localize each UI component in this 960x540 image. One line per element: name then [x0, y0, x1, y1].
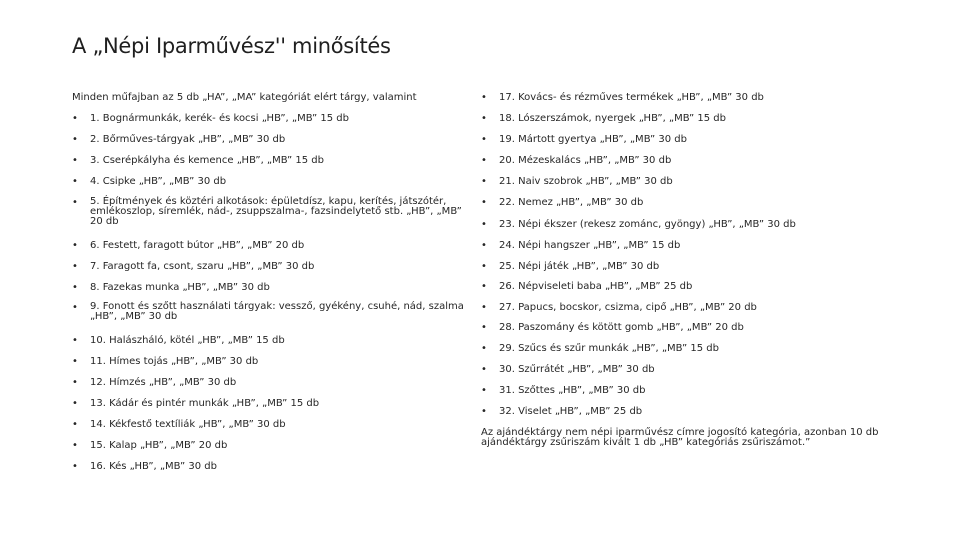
- bullet: •: [481, 281, 487, 292]
- bullet: •: [72, 398, 78, 409]
- bullet: •: [481, 134, 487, 145]
- list-item-text: 5. Építmények és köztéri alkotások: épületdísz, kapu, kerítés, játszótér, emlékoszlop, síremlék, nád-, zsuppszalma-, fazsindelytető stb. „HB”, „MB” 20 db: [90, 196, 462, 227]
- bullet: •: [481, 385, 487, 396]
- list-item: [72, 335, 472, 346]
- list-item: [481, 113, 901, 124]
- bullet: •: [72, 377, 78, 388]
- list-item-text: 21. Naiv szobrok „HB”, „MB” 30 db: [499, 176, 673, 187]
- list-item: [481, 322, 901, 333]
- list-item: [72, 282, 472, 293]
- list-item: [72, 398, 472, 409]
- bullet: •: [481, 261, 487, 272]
- list-item-text: 19. Mártott gyertya „HB”, „MB” 30 db: [499, 134, 687, 145]
- list-item-text: 23. Népi ékszer (rekesz zománc, gyöngy) „HB”, „MB” 30 db: [499, 219, 796, 230]
- bullet: •: [72, 155, 78, 166]
- list-item-text: 14. Kékfestő textíliák „HB”, „MB” 30 db: [90, 419, 286, 430]
- list-item-text: 13. Kádár és pintér munkák „HB”, „MB” 15 db: [90, 398, 320, 409]
- list-item-text: 20. Mézeskalács „HB”, „MB” 30 db: [499, 155, 672, 166]
- bullet: •: [481, 176, 487, 187]
- list-item: [481, 92, 901, 103]
- bullet: •: [481, 113, 487, 124]
- list-item-text: 9. Fonott és szőtt használati tárgyak: vessző, gyékény, csuhé, nád, szalma „HB”, „MB” 30 db: [90, 301, 464, 322]
- bullet: •: [481, 155, 487, 166]
- list-item-text: 18. Lószerszámok, nyergek „HB”, „MB” 15 db: [499, 113, 727, 124]
- bullet: •: [72, 440, 78, 451]
- list-item-text: 24. Népi hangszer „HB”, „MB” 15 db: [499, 240, 681, 251]
- list-item-text: 25. Népi játék „HB”, „MB” 30 db: [499, 261, 660, 272]
- bullet: •: [72, 335, 78, 346]
- bullet: •: [72, 461, 78, 472]
- bullet: •: [481, 322, 487, 333]
- bullet: •: [481, 406, 487, 417]
- bullet: •: [481, 240, 487, 251]
- list-item-text: 32. Viselet „HB”, „MB” 25 db: [499, 406, 643, 417]
- bullet: •: [481, 219, 487, 230]
- list-item: [72, 419, 472, 430]
- list-item-text: 6. Festett, faragott bútor „HB”, „MB” 20 db: [90, 240, 305, 251]
- list-item-text: 22. Nemez „HB”, „MB” 30 db: [499, 197, 644, 208]
- list-item-text: 7. Faragott fa, csont, szaru „HB”, „MB” 30 db: [90, 261, 315, 272]
- list-item-text: 8. Fazekas munka „HB”, „MB” 30 db: [90, 282, 270, 293]
- bullet: •: [72, 113, 78, 124]
- list-item: [72, 113, 472, 124]
- bullet: •: [72, 197, 78, 208]
- list-item: [72, 134, 472, 145]
- list-item-text: 15. Kalap „HB”, „MB” 20 db: [90, 440, 228, 451]
- list-item: [72, 461, 472, 472]
- list-item-text: 27. Papucs, bocskor, csizma, cipő „HB”, „MB” 20 db: [499, 302, 757, 313]
- list-item-text: 16. Kés „HB”, „MB” 30 db: [90, 461, 217, 472]
- bullet: •: [72, 261, 78, 272]
- list-item: [481, 385, 901, 396]
- gift-item-note: Az ajándéktárgy nem népi iparművész címre jogosító kategória, azonban 10 db ajándéktárgy zsűriszám kivált 1 db „HB” kategóriás zsűriszámot.”: [481, 427, 879, 448]
- list-item: [481, 240, 901, 251]
- list-item: [72, 197, 472, 227]
- list-item: [481, 406, 901, 417]
- list-item-text: 30. Szűrrátét „HB”, „MB” 30 db: [499, 364, 655, 375]
- list-item: [481, 219, 901, 230]
- list-item-text: 12. Hímzés „HB”, „MB” 30 db: [90, 377, 237, 388]
- list-item-text: 28. Paszomány és kötött gomb „HB”, „MB” 20 db: [499, 322, 744, 333]
- list-item-text: 10. Halászháló, kötél „HB”, „MB” 15 db: [90, 335, 285, 346]
- list-item-text: 1. Bognármunkák, kerék- és kocsi „HB”, „MB” 15 db: [90, 113, 349, 124]
- list-item: [481, 364, 901, 375]
- list-item-text: 4. Csipke „HB”, „MB” 30 db: [90, 176, 227, 187]
- list-item: [481, 197, 901, 208]
- list-item-text: 29. Szűcs és szűr munkák „HB”, „MB” 15 db: [499, 343, 719, 354]
- list-item: [72, 261, 472, 272]
- list-item: [481, 176, 901, 187]
- list-item-text: 17. Kovács- és rézműves termékek „HB”, „MB” 30 db: [499, 92, 764, 103]
- bullet: •: [481, 302, 487, 313]
- list-item: [72, 155, 472, 166]
- bullet: •: [72, 302, 78, 313]
- bullet: •: [481, 197, 487, 208]
- bullet: •: [481, 92, 487, 103]
- list-item: [72, 377, 472, 388]
- list-item: [72, 440, 472, 451]
- bullet: •: [72, 240, 78, 251]
- list-item-text: 11. Hímes tojás „HB”, „MB” 30 db: [90, 356, 259, 367]
- list-item: [481, 302, 901, 313]
- list-item-text: 31. Szőttes „HB”, „MB” 30 db: [499, 385, 646, 396]
- list-item-text: 26. Népviseleti baba „HB”, „MB” 25 db: [499, 281, 693, 292]
- intro-text: Minden műfajban az 5 db „HA”, „MA” kategóriát elért tárgy, valamint: [72, 92, 417, 103]
- list-item: [72, 176, 472, 187]
- bullet: •: [72, 356, 78, 367]
- list-item: [481, 261, 901, 272]
- list-item: [72, 302, 472, 322]
- list-item-text: 2. Bőrműves-tárgyak „HB”, „MB” 30 db: [90, 134, 286, 145]
- list-item: [481, 281, 901, 292]
- list-item-text: 3. Cserépkályha és kemence „HB”, „MB” 15 db: [90, 155, 325, 166]
- list-item: [481, 134, 901, 145]
- bullet: •: [72, 282, 78, 293]
- list-item: [72, 356, 472, 367]
- bullet: •: [481, 343, 487, 354]
- list-item: [72, 240, 472, 251]
- bullet: •: [481, 364, 487, 375]
- bullet: •: [72, 419, 78, 430]
- list-item: [481, 155, 901, 166]
- list-item: [481, 343, 901, 354]
- bullet: •: [72, 134, 78, 145]
- page-title: A „Népi Iparművész'' minősítés: [72, 34, 391, 58]
- bullet: •: [72, 176, 78, 187]
